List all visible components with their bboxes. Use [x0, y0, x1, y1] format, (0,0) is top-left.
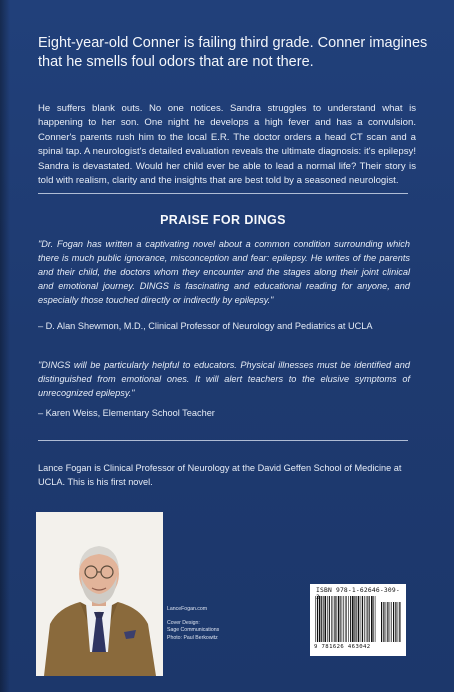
- cover-design-label: Cover Design:: [167, 619, 200, 626]
- blurb-lead: Eight-year-old Conner is failing third grade. Conner imagines that he smells foul odors that are not there.: [38, 35, 428, 70]
- barcode-box: [310, 584, 406, 656]
- author-website: LanceFogan.com: [167, 606, 208, 612]
- praise-attribution-2: – Karen Weiss, Elementary School Teacher: [38, 408, 215, 418]
- blurb-body: He suffers blank outs. No one notices. Sandra struggles to understand what is happening to her son. One night he develops a high fever and has a convulsion. Conner's parents rush him to the local E.R. The doctor orders a head CT scan and a spinal tap. A neurologist's detailed evaluation reveals the ultimate diagnosis: it's epilepsy! Sandra is devastated. Would her child ever be able to lead a normal life? Their story is told with realism, clarity and the insights that are best told by a seasoned neurologist.: [38, 103, 416, 187]
- photo-credit: Photo: Paul Berkowitz: [167, 634, 218, 641]
- divider-bottom: [38, 440, 408, 441]
- ean-number: 9 781626 463042: [314, 644, 371, 650]
- spine-shadow: [0, 0, 10, 692]
- cover-credits: [167, 606, 257, 642]
- praise-heading: PRAISE FOR DINGS: [160, 213, 286, 227]
- author-bio: Lance Fogan is Clinical Professor of Neurology at the David Geffen School of Medicine at UCLA. This is his first novel.: [38, 463, 402, 487]
- author-photo: [36, 512, 163, 676]
- praise-quote-1: "Dr. Fogan has written a captivating novel about a common condition surrounding which there is much public ignorance, misconception and fear: epilepsy. He writes of the parents and their child, the doctors whom they encounter and the stages along their joint clinical and emotional journey. DINGS is fascinating and educational reading for anyone, and especially those touched directly or indirectly by epilepsy.": [38, 239, 410, 305]
- praise-attribution-1: – D. Alan Shewmon, M.D., Clinical Professor of Neurology and Pediatrics at UCLA: [38, 321, 373, 331]
- cover-design-by: Sage Communications: [167, 627, 220, 634]
- isbn-label: ISBN 978-1-62646-309-: [316, 587, 400, 594]
- divider-top: [38, 193, 408, 194]
- barcode-icon: [315, 596, 401, 642]
- author-portrait-icon: [36, 512, 163, 676]
- praise-quote-2: "DINGS will be particularly helpful to educators. Physical illnesses must be identified and distinguished from emotional ones. It will alert teachers to the elusive symptoms of unrecognized epilepsy.": [38, 360, 410, 398]
